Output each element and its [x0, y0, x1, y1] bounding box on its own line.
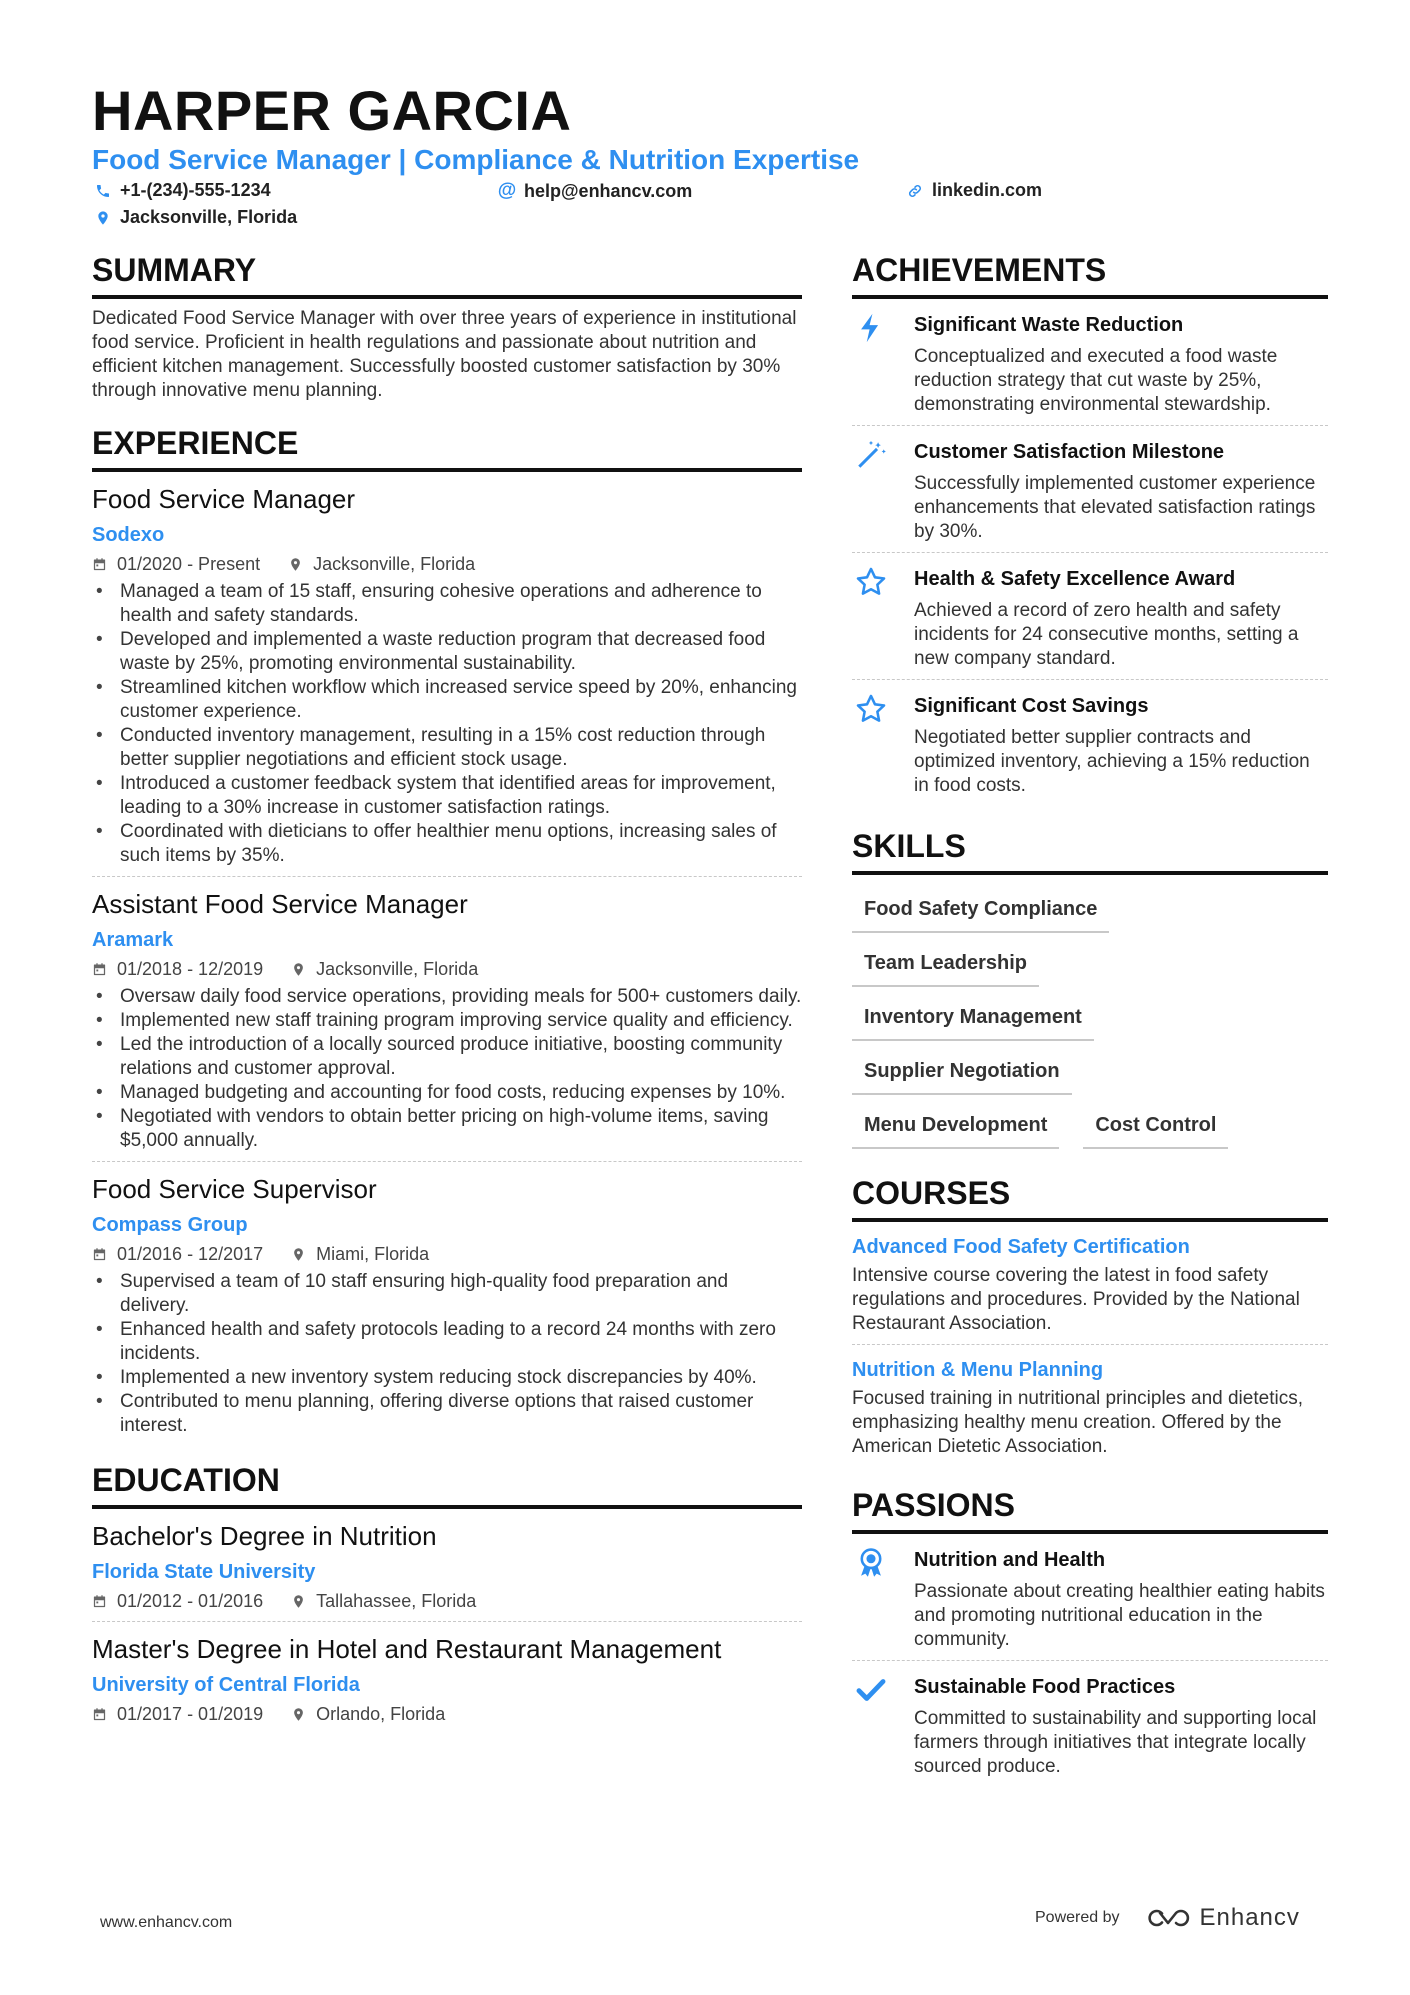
achievement-title: Customer Satisfaction Milestone [914, 441, 1225, 463]
education-entry [92, 1632, 802, 1726]
footer-website[interactable]: www.enhancv.com [100, 1914, 233, 1931]
bullet-item: • Led the introduction of a locally sourced produce initiative, boosting community relations and customer approval. [92, 1033, 802, 1081]
education-location: Tallahassee, Florida [291, 1589, 476, 1613]
location-pin-icon [288, 557, 303, 572]
achievement-desc: Successfully implemented customer experience enhancements that elevated satisfaction ratings by 30%. [914, 473, 1316, 542]
job-meta [92, 552, 802, 576]
job-location: Jacksonville, Florida [291, 957, 478, 981]
achievement-item [852, 299, 1328, 425]
education-location: Orlando, Florida [291, 1702, 445, 1726]
job-company: Aramark [92, 929, 174, 951]
location-pin-icon [291, 1707, 306, 1722]
job-bullets [92, 580, 802, 868]
location-pin-icon [291, 962, 306, 977]
courses-heading: COURSES [852, 1175, 1328, 1222]
candidate-headline: Food Service Manager | Compliance & Nutrition Expertise [92, 144, 860, 175]
passion-desc: Passionate about creating healthier eating habits and promoting nutritional education in the community. [914, 1581, 1325, 1650]
passions-section [852, 1487, 1328, 1787]
divider [92, 876, 802, 877]
job-title: Food Service Manager [92, 484, 356, 514]
degree-title: Bachelor's Degree in Nutrition [92, 1521, 437, 1551]
achievement-item [852, 426, 1328, 552]
skill-tag: Menu Development [852, 1099, 1059, 1149]
bullet-item: • Implemented a new inventory system reducing stock discrepancies by 40%. [92, 1366, 802, 1390]
star-icon [852, 692, 914, 798]
job-dates: 01/2018 - 12/2019 [92, 957, 263, 981]
course-item [852, 1357, 1328, 1459]
skill-tag: Team Leadership [852, 937, 1039, 987]
right-column [852, 252, 1328, 1787]
course-item [852, 1234, 1328, 1345]
location-text: Jacksonville, Florida [120, 207, 298, 227]
education-entry [92, 1519, 802, 1622]
bullet-item: • Implemented new staff training program improving service quality and efficiency. [92, 1009, 802, 1033]
passion-desc: Committed to sustainability and supporting local farmers through initiatives that integrate locally sourced produce. [914, 1708, 1317, 1777]
school-name: Florida State University [92, 1561, 316, 1583]
passion-item [852, 1534, 1328, 1660]
magic-wand-icon [852, 438, 914, 544]
bullet-item: • Negotiated with vendors to obtain better pricing on high-volume items, saving $5,000 annually. [92, 1105, 802, 1153]
job-bullets [92, 1270, 802, 1438]
link-icon [904, 183, 926, 199]
degree-title: Master's Degree in Hotel and Restaurant Management [92, 1634, 722, 1664]
lightning-icon [852, 311, 914, 417]
job-bullets [92, 985, 802, 1153]
divider [92, 1621, 802, 1622]
phone-icon [92, 183, 114, 199]
job-entry [92, 887, 802, 1162]
education-meta [92, 1702, 802, 1726]
enhancv-brand: Enhancv [1199, 1904, 1300, 1931]
at-icon: @ [497, 180, 517, 201]
job-location: Miami, Florida [291, 1242, 429, 1266]
calendar-icon [92, 1247, 107, 1262]
bullet-item: • Coordinated with dieticians to offer healthier menu options, increasing sales of such items by 35%. [92, 820, 802, 868]
achievement-title: Significant Cost Savings [914, 695, 1149, 717]
achievement-desc: Conceptualized and executed a food waste reduction strategy that cut waste by 25%, demonstrating environmental stewardship. [914, 346, 1278, 415]
course-desc: Intensive course covering the latest in food safety regulations and procedures. Provided by the National Restaurant Association. [852, 1265, 1300, 1334]
summary-section [92, 252, 802, 403]
achievements-section [852, 252, 1328, 806]
job-title: Food Service Supervisor [92, 1174, 377, 1204]
email-text[interactable]: help@enhancv.com [524, 180, 693, 201]
contact-location [92, 207, 297, 228]
skills-section [852, 828, 1328, 1153]
passion-title: Nutrition and Health [914, 1549, 1106, 1571]
phone-text: +1-(234)-555-1234 [120, 180, 271, 200]
star-icon [852, 565, 914, 671]
calendar-icon [92, 1594, 107, 1609]
passion-title: Sustainable Food Practices [914, 1676, 1176, 1698]
location-pin-icon [92, 210, 114, 226]
experience-section [92, 425, 802, 1438]
award-ribbon-icon [852, 1546, 914, 1652]
course-title: Nutrition & Menu Planning [852, 1359, 1104, 1381]
job-entry [92, 1172, 802, 1438]
divider [92, 1161, 802, 1162]
summary-heading: SUMMARY [92, 252, 802, 299]
bullet-item: • Managed budgeting and accounting for food costs, reducing expenses by 10%. [92, 1081, 802, 1105]
job-meta [92, 1242, 802, 1266]
powered-by-text: Powered by [1035, 1909, 1120, 1926]
achievement-desc: Negotiated better supplier contracts and optimized inventory, achieving a 15% reduction in food costs. [914, 727, 1310, 796]
skill-tag: Inventory Management [852, 991, 1094, 1041]
bullet-item: • Streamlined kitchen workflow which increased service speed by 20%, enhancing customer experience. [92, 676, 802, 724]
checkmark-icon [852, 1673, 914, 1779]
skill-tag: Cost Control [1083, 1099, 1228, 1149]
skills-heading: SKILLS [852, 828, 1328, 875]
achievements-heading: ACHIEVEMENTS [852, 252, 1328, 299]
passion-item [852, 1661, 1328, 1787]
school-name: University of Central Florida [92, 1674, 360, 1696]
location-pin-icon [291, 1594, 306, 1609]
candidate-name: HARPER GARCIA [92, 79, 572, 142]
job-entry [92, 482, 802, 877]
skill-tag: Food Safety Compliance [852, 883, 1109, 933]
education-meta [92, 1589, 802, 1613]
education-dates: 01/2012 - 01/2016 [92, 1589, 263, 1613]
skills-list [852, 883, 1328, 1153]
bullet-item: • Contributed to menu planning, offering diverse options that raised customer interest. [92, 1390, 802, 1438]
passions-heading: PASSIONS [852, 1487, 1328, 1534]
contact-linkedin [904, 180, 1042, 201]
calendar-icon [92, 557, 107, 572]
left-column [92, 252, 802, 1726]
bullet-item: • Supervised a team of 10 staff ensuring high-quality food preparation and delivery. [92, 1270, 802, 1318]
bullet-item: • Oversaw daily food service operations, providing meals for 500+ customers daily. [92, 985, 802, 1009]
achievement-title: Significant Waste Reduction [914, 314, 1184, 336]
contact-email [496, 180, 692, 202]
contact-phone [92, 180, 271, 201]
divider [852, 1344, 1328, 1345]
location-pin-icon [291, 1247, 306, 1262]
bullet-item: • Introduced a customer feedback system that identified areas for improvement, leading to a 30% increase in customer satisfaction ratings. [92, 772, 802, 820]
courses-section [852, 1175, 1328, 1459]
course-desc: Focused training in nutritional principles and dietetics, emphasizing healthy menu creation. Offered by the American Dietetic Association. [852, 1388, 1303, 1457]
footer-branding [1035, 1904, 1300, 1932]
bullet-item: • Conducted inventory management, resulting in a 15% cost reduction through better supplier negotiations and efficient stock usage. [92, 724, 802, 772]
course-title: Advanced Food Safety Certification [852, 1236, 1190, 1258]
education-heading: EDUCATION [92, 1462, 802, 1509]
achievement-desc: Achieved a record of zero health and safety incidents for 24 consecutive months, setting a new company standard. [914, 600, 1299, 669]
experience-heading: EXPERIENCE [92, 425, 802, 472]
education-section [92, 1462, 802, 1726]
skill-tag: Supplier Negotiation [852, 1045, 1072, 1095]
job-dates: 01/2020 - Present [92, 552, 260, 576]
calendar-icon [92, 962, 107, 977]
calendar-icon [92, 1707, 107, 1722]
job-title: Assistant Food Service Manager [92, 889, 468, 919]
achievement-item [852, 680, 1328, 806]
job-meta [92, 957, 802, 981]
achievement-title: Health & Safety Excellence Award [914, 568, 1236, 590]
bullet-item: • Developed and implemented a waste reduction program that decreased food waste by 25%, promoting environmental sustainability. [92, 628, 802, 676]
summary-text: Dedicated Food Service Manager with over three years of experience in institutional food service. Proficient in health regulations and passionate about nutrition and efficient kitchen management. Successfully boosted customer satisfaction by 30% through innovative menu planning. [92, 308, 797, 401]
education-dates: 01/2017 - 01/2019 [92, 1702, 263, 1726]
linkedin-text[interactable]: linkedin.com [932, 180, 1043, 200]
job-company: Sodexo [92, 524, 165, 546]
enhancv-logo-icon [1146, 1907, 1192, 1929]
job-dates: 01/2016 - 12/2017 [92, 1242, 263, 1266]
job-company: Compass Group [92, 1214, 248, 1236]
bullet-item: • Managed a team of 15 staff, ensuring cohesive operations and adherence to health and safety standards. [92, 580, 802, 628]
bullet-item: • Enhanced health and safety protocols leading to a record 24 months with zero incidents. [92, 1318, 802, 1366]
achievement-item [852, 553, 1328, 679]
job-location: Jacksonville, Florida [288, 552, 475, 576]
